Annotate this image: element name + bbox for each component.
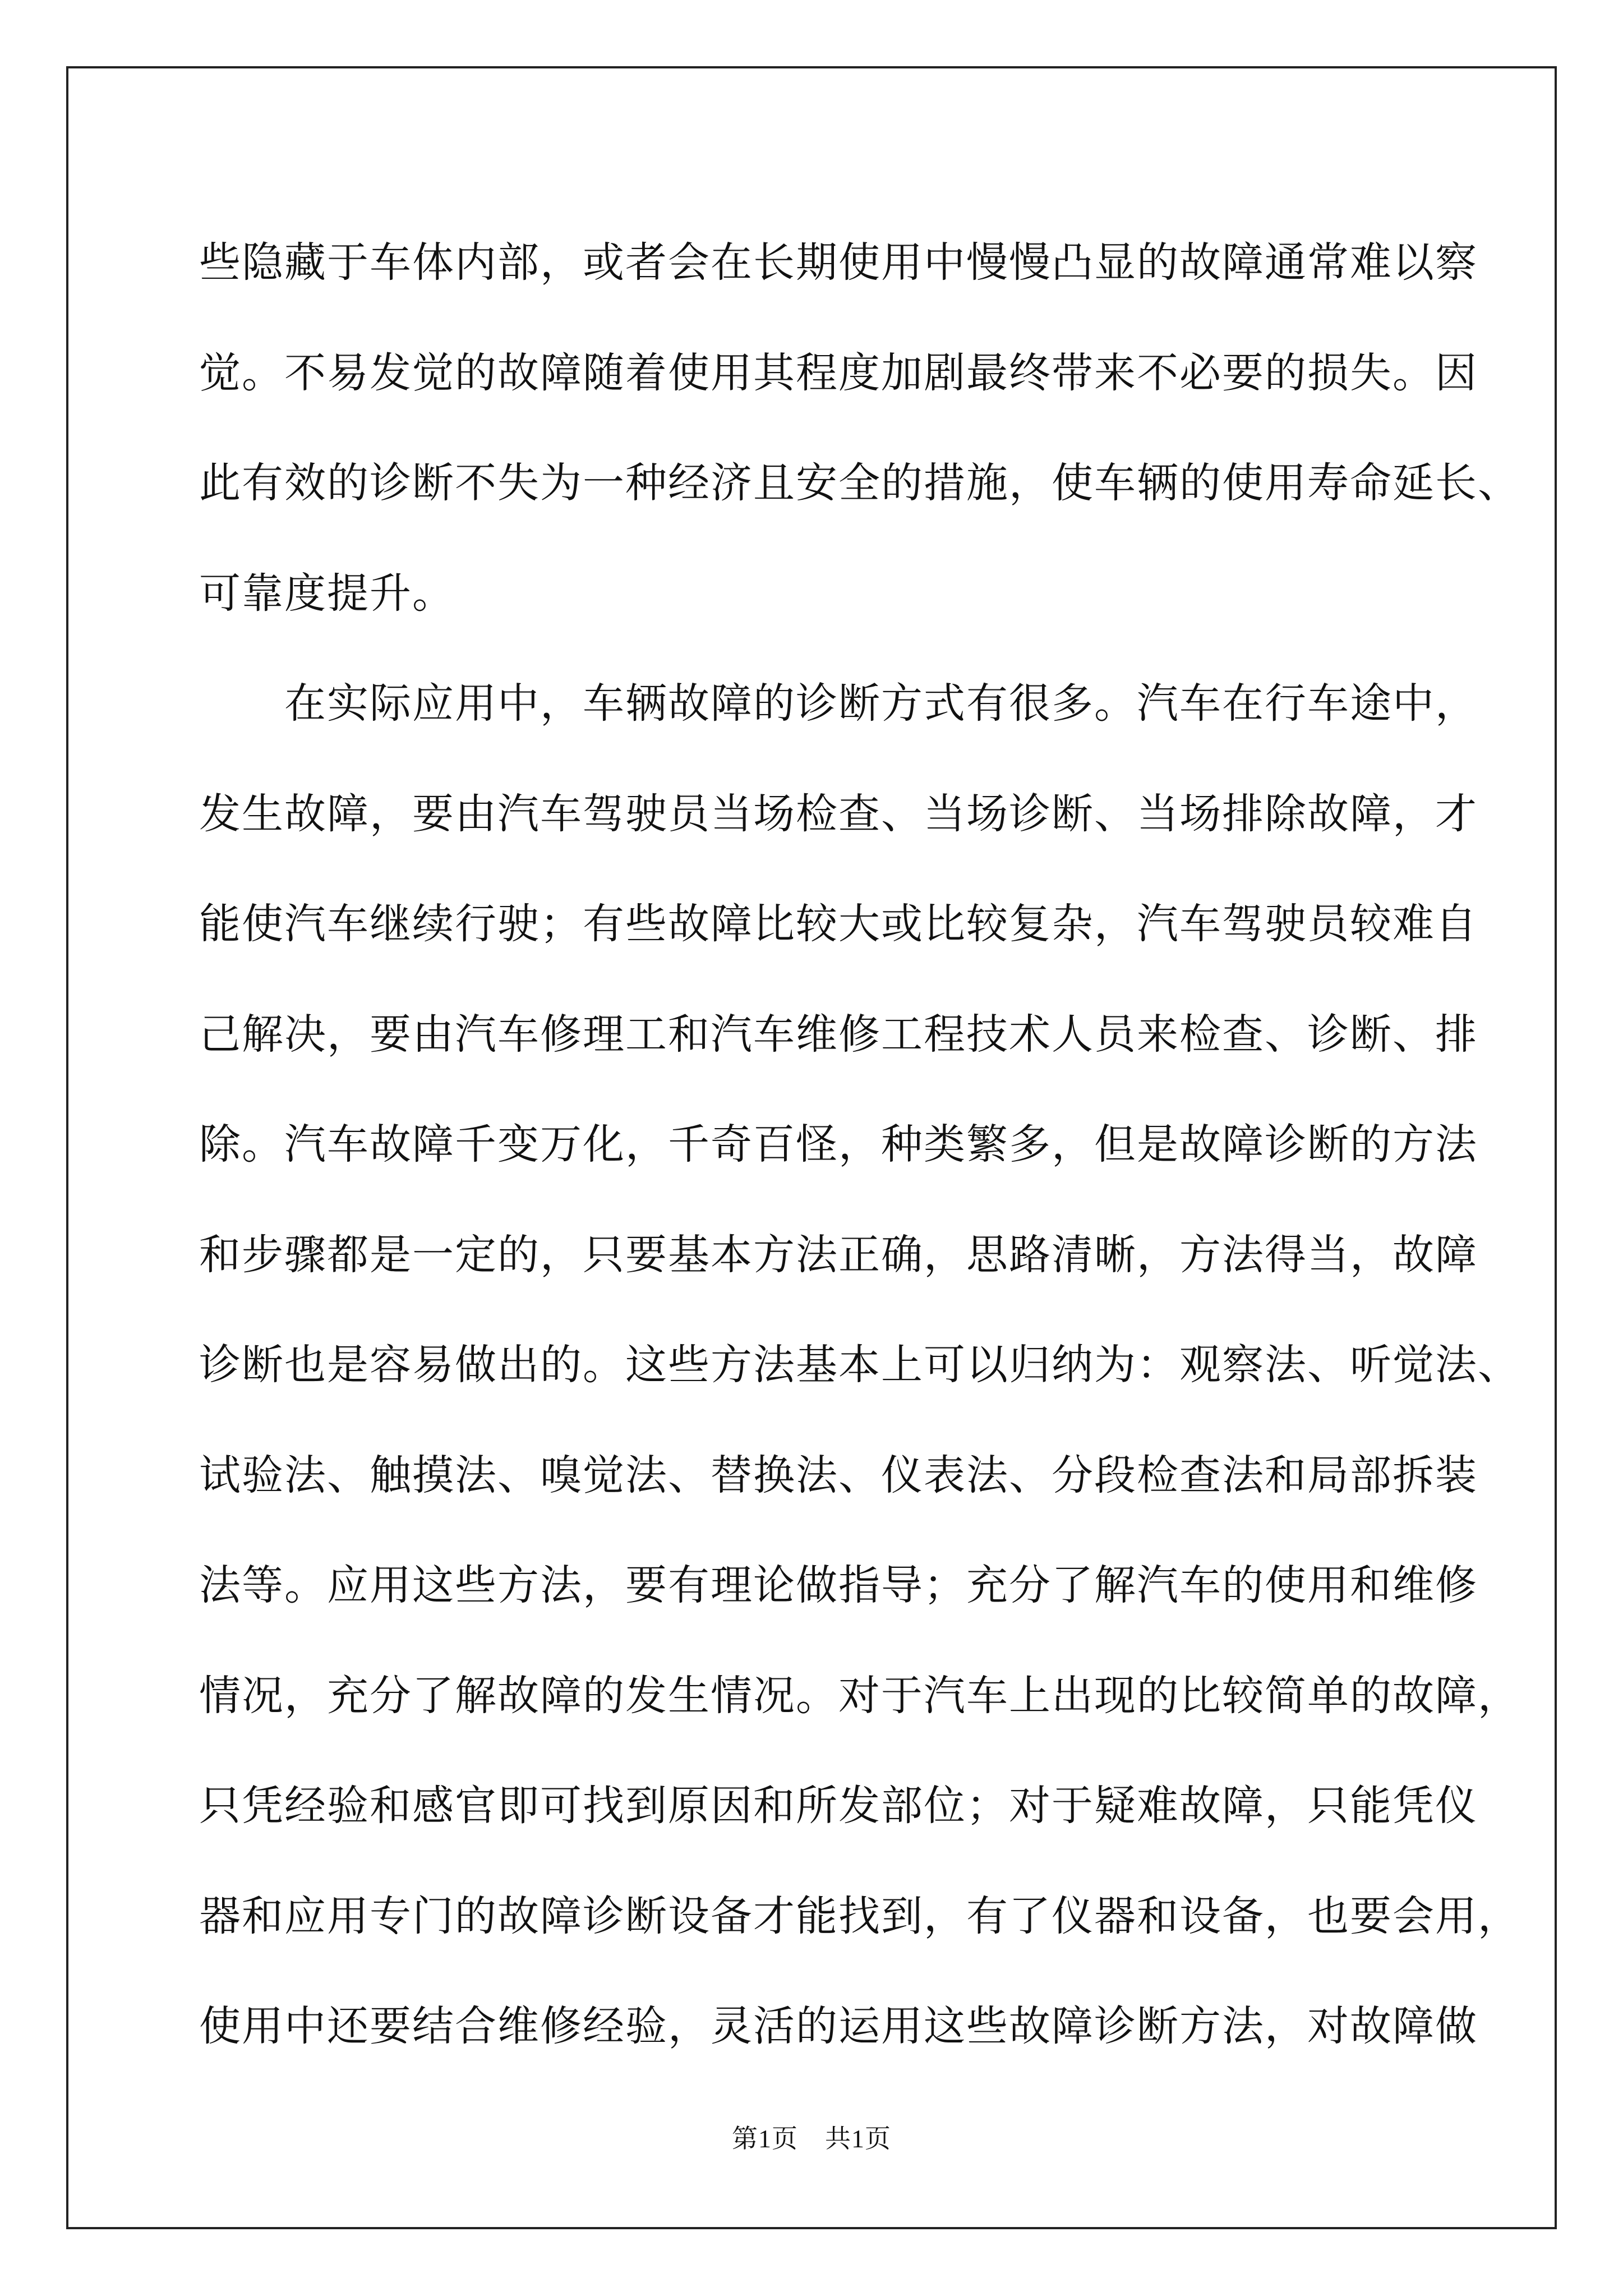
- text-line: 器和应用专门的故障诊断设备才能找到，有了仪器和设备，也要会用，: [199, 1892, 1520, 1940]
- page-number: 第1页: [732, 2124, 798, 2153]
- text-line: 使用中还要结合维修经验，灵活的运用这些故障诊断方法，对故障做: [199, 2002, 1478, 2050]
- text-line: 些隐藏于车体内部，或者会在长期使用中慢慢凸显的故障通常难以察: [199, 238, 1478, 287]
- text-line: 在实际应用中，车辆故障的诊断方式有很多。汽车在行车途中，: [199, 679, 1478, 728]
- text-line: 试验法、触摸法、嗅觉法、替换法、仪表法、分段检查法和局部拆装: [199, 1451, 1478, 1499]
- text-line: 法等。应用这些方法，要有理论做指导；充分了解汽车的使用和维修: [199, 1561, 1478, 1609]
- text-line: 只凭经验和感官即可找到原因和所发部位；对于疑难故障，只能凭仪: [199, 1782, 1478, 1830]
- text-line: 觉。不易发觉的故障随着使用其程度加剧最终带来不必要的损失。因: [199, 348, 1478, 397]
- text-line: 和步骤都是一定的，只要基本方法正确，思路清晰，方法得当，故障: [199, 1230, 1478, 1279]
- page-footer: [0, 2118, 1623, 2155]
- text-line: 能使汽车继续行驶；有些故障比较大或比较复杂，汽车驾驶员较难自: [199, 900, 1478, 948]
- body-text: [199, 208, 1520, 2082]
- text-line: 可靠度提升。: [199, 569, 455, 618]
- text-line: 除。汽车故障千变万化，千奇百怪，种类繁多，但是故障诊断的方法: [199, 1120, 1478, 1168]
- text-line: 此有效的诊断不失为一种经济且安全的措施，使车辆的使用寿命延长、: [199, 459, 1520, 507]
- text-line: 情况，充分了解故障的发生情况。对于汽车上出现的比较简单的故障，: [199, 1671, 1520, 1720]
- text-line: 己解决，要由汽车修理工和汽车维修工程技术人员来检查、诊断、排: [199, 1010, 1478, 1059]
- text-line: 诊断也是容易做出的。这些方法基本上可以归纳为：观察法、听觉法、: [199, 1341, 1520, 1389]
- page-total: 共1页: [825, 2124, 891, 2153]
- text-line: 发生故障，要由汽车驾驶员当场检查、当场诊断、当场排除故障，才: [199, 789, 1478, 838]
